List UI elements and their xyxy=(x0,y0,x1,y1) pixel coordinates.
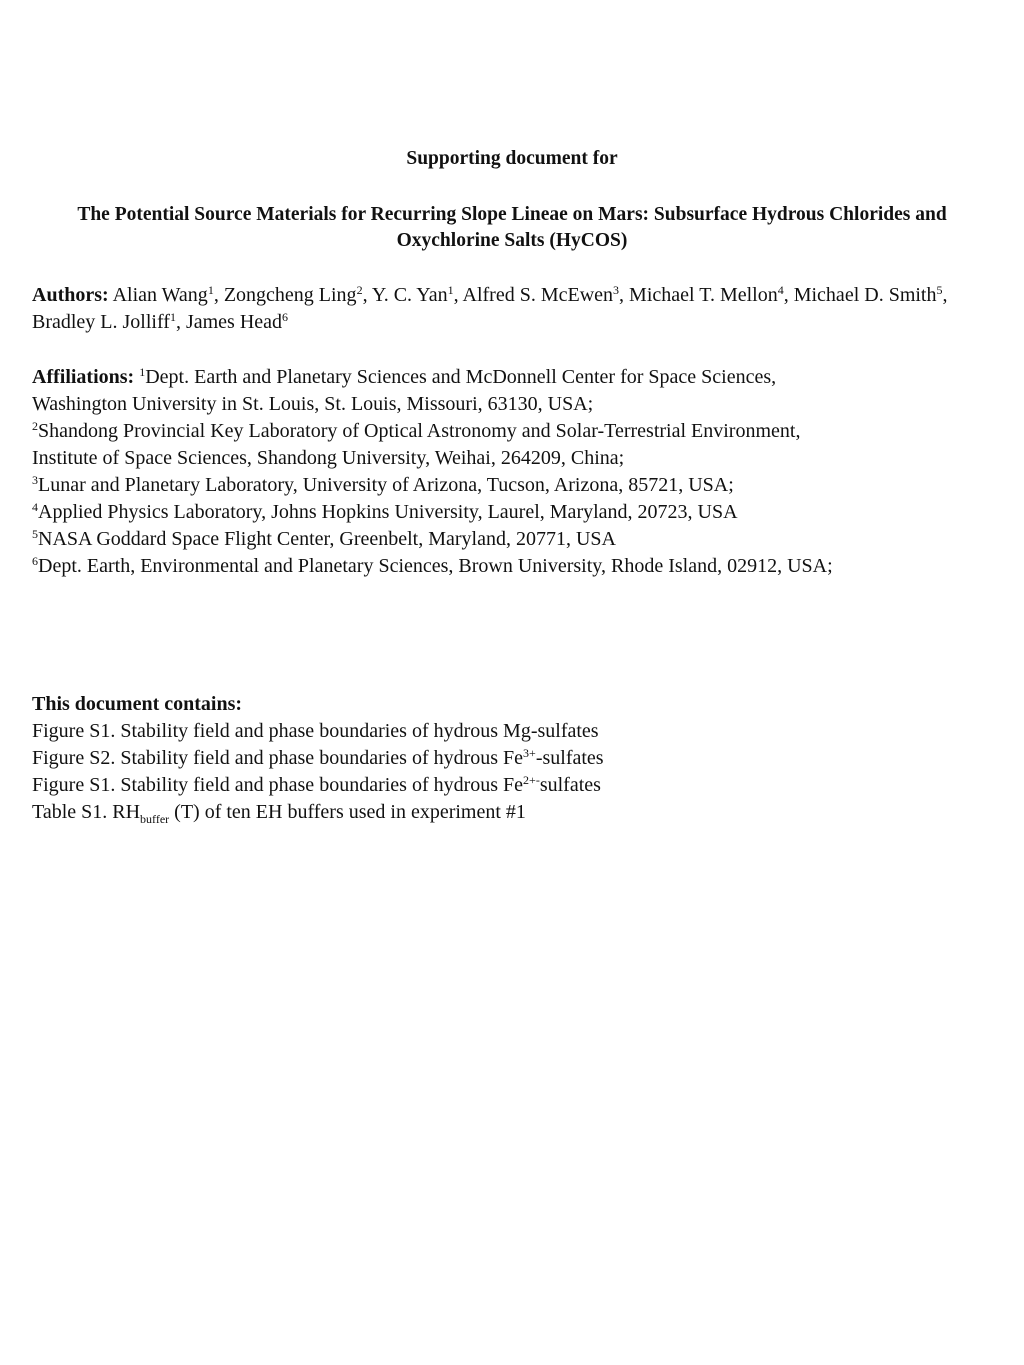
contents-text: Figure S1. Stability field and phase boundaries of hydrous Mg-sulfates xyxy=(32,720,599,742)
contents-item xyxy=(32,745,992,772)
affiliation-text: Shandong Provincial Key Laboratory of Optical Astronomy and Solar-Terrestrial Environment, xyxy=(38,420,801,442)
document-heading: Supporting document for xyxy=(406,148,618,169)
author-affiliation-number: 1 xyxy=(207,283,214,297)
affiliation-text: Washington University in St. Louis, St. Louis, Missouri, 63130, USA; xyxy=(32,393,594,415)
contents-text: (T) of ten EH buffers used in experiment #1 xyxy=(169,801,526,823)
affiliation-text: Dept. Earth and Planetary Sciences and McDonnell Center for Space Sciences, xyxy=(145,366,777,388)
contents-text: sulfates xyxy=(539,774,601,796)
affiliation-text: Dept. Earth, Environmental and Planetary Sciences, Brown University, Rhode Island, 02912, USA; xyxy=(38,555,833,577)
contents-item xyxy=(32,772,992,799)
authors-label: Authors: xyxy=(32,284,109,306)
affiliation-line xyxy=(32,499,992,526)
affiliation-text: NASA Goddard Space Flight Center, Greenbelt, Maryland, 20771, USA xyxy=(38,528,616,550)
contents-subscript: buffer xyxy=(140,812,170,826)
author-separator: , xyxy=(362,284,372,306)
author-separator: , xyxy=(619,284,630,306)
affiliation-line xyxy=(32,553,992,580)
contents-text: Table S1. RH xyxy=(32,801,141,823)
affiliation-line xyxy=(139,366,776,388)
contents-item xyxy=(32,799,992,826)
author-affiliation-number: 1 xyxy=(169,310,176,324)
contents-item xyxy=(32,718,992,745)
contents-superscript: 3+ xyxy=(523,746,536,760)
contents-block xyxy=(32,691,992,826)
author-name: Bradley L. Jolliff xyxy=(32,311,170,333)
author-name: Zongcheng Ling xyxy=(223,284,357,306)
contents-text: -sulfates xyxy=(535,747,604,769)
affiliation-number: 1 xyxy=(139,365,146,379)
affiliation-number: 6 xyxy=(32,554,38,568)
author-separator: , xyxy=(175,311,186,333)
affiliations-label: Affiliations: xyxy=(32,366,135,388)
affiliation-line xyxy=(32,418,992,445)
author-affiliation-number: 1 xyxy=(447,283,454,297)
affiliation-text: Lunar and Planetary Laboratory, University of Arizona, Tucson, Arizona, 85721, USA; xyxy=(38,474,734,496)
authors-list xyxy=(32,284,947,333)
affiliation-text: Applied Physics Laboratory, Johns Hopkins University, Laurel, Maryland, 20723, USA xyxy=(38,501,738,523)
affiliation-number: 5 xyxy=(32,527,38,541)
affiliations-block xyxy=(32,364,992,580)
affiliation-number: 4 xyxy=(32,500,38,514)
author-name: James Head xyxy=(185,311,283,333)
affiliation-number: 3 xyxy=(32,473,38,487)
contents-superscript: 2+- xyxy=(523,773,540,787)
author-name: Alian Wang xyxy=(112,284,208,306)
author-name: Y. C. Yan xyxy=(371,284,448,306)
authors-block xyxy=(32,282,992,336)
author-separator: , xyxy=(213,284,224,306)
affiliation-line xyxy=(32,393,593,415)
author-affiliation-number: 3 xyxy=(613,283,620,297)
author-affiliation-number: 4 xyxy=(777,283,784,297)
author-affiliation-number: 2 xyxy=(356,283,363,297)
author-affiliation-number: 5 xyxy=(936,283,943,297)
contents-text: Figure S1. Stability field and phase boundaries of hydrous Fe xyxy=(32,774,524,796)
affiliation-line xyxy=(32,526,992,553)
document-title: The Potential Source Materials for Recurring Slope Lineae on Mars: Subsurface Hydrous Chlorides and Oxychlorine Salts (HyCOS) xyxy=(77,204,947,251)
author-name: Michael T. Mellon xyxy=(629,284,778,306)
contents-text: Figure S2. Stability field and phase boundaries of hydrous Fe xyxy=(32,747,524,769)
author-name: Alfred S. McEwen xyxy=(462,284,614,306)
author-separator: , xyxy=(942,284,948,306)
author-affiliation-number: 6 xyxy=(282,310,289,324)
affiliation-line xyxy=(32,472,992,499)
contents-label: This document contains: xyxy=(32,693,243,715)
author-separator: , xyxy=(453,284,463,306)
affiliation-number: 2 xyxy=(32,419,38,433)
author-separator: , xyxy=(783,284,794,306)
author-name: Michael D. Smith xyxy=(793,284,937,306)
affiliation-line xyxy=(32,445,992,472)
affiliation-text: Institute of Space Sciences, Shandong University, Weihai, 264209, China; xyxy=(32,447,625,469)
